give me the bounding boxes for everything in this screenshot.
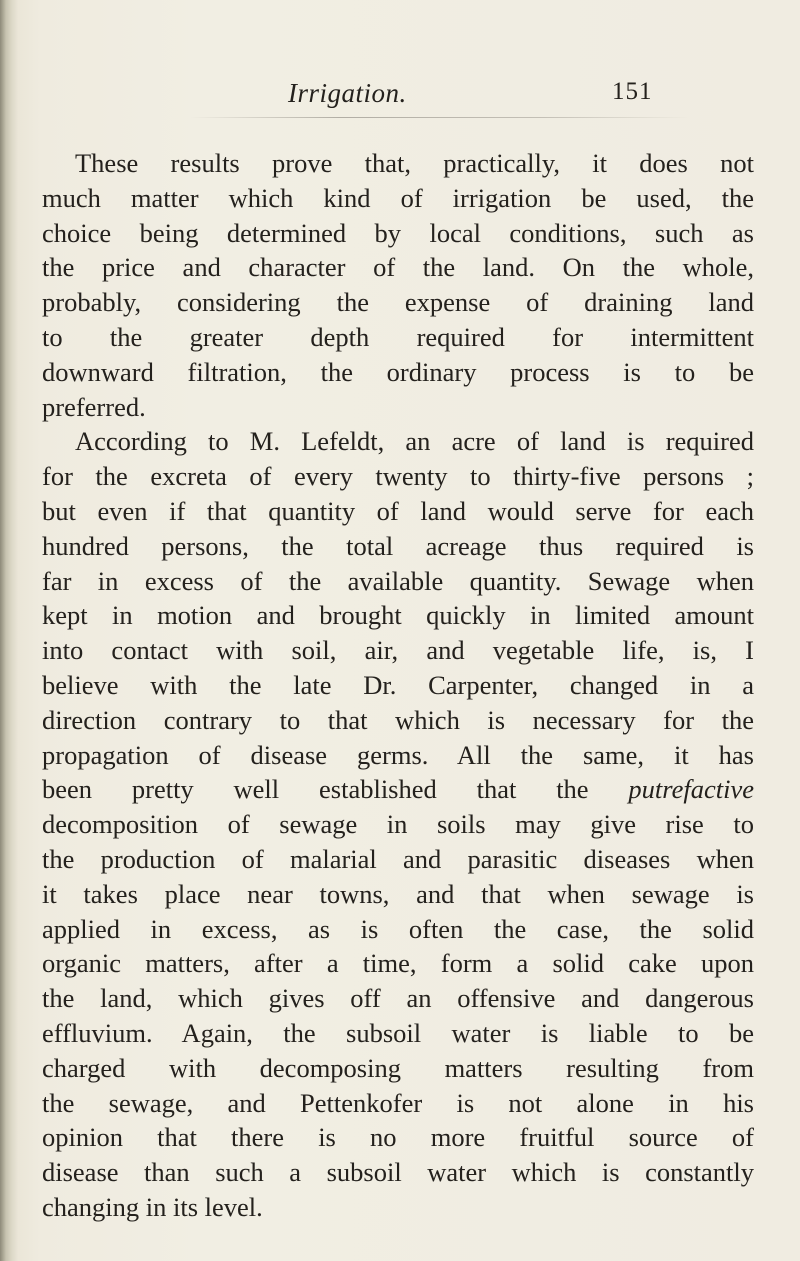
text-line: effluvium. Again, the subsoil water is liable to be <box>42 1017 754 1048</box>
header-rule <box>190 117 690 118</box>
text-line: believe with the late Dr. Carpenter, changed in a <box>42 669 754 700</box>
text-line: the sewage, and Pettenkofer is not alone in his <box>42 1087 754 1118</box>
text-line: into contact with soil, air, and vegetable life, is, I <box>42 635 754 666</box>
text-line: but even if that quantity of land would serve for each <box>42 495 754 526</box>
running-head <box>0 78 800 114</box>
text-line: much matter which kind of irrigation be used, the <box>42 182 754 213</box>
text-line: choice being determined by local conditions, such as <box>42 217 754 248</box>
text-line: direction contrary to that which is necessary for the <box>42 704 754 735</box>
text-line: decomposition of sewage in soils may give rise to <box>42 809 754 840</box>
text-line: According to M. Lefeldt, an acre of land is required <box>75 426 754 457</box>
text-line: preferred. <box>42 391 146 422</box>
text-line: far in excess of the available quantity. Sewage when <box>42 565 754 596</box>
text-line: These results prove that, practically, it does not <box>75 148 754 178</box>
text-line: charged with decomposing matters resulting from <box>42 1052 754 1083</box>
text-line-with-italic <box>42 772 754 807</box>
text-line: the price and character of the land. On the whole, <box>42 252 754 283</box>
text-line: propagation of disease germs. All the same, it has <box>42 739 754 770</box>
text-line: for the excreta of every twenty to thirty-five persons ; <box>42 461 754 492</box>
body-text <box>42 146 754 1225</box>
text-line: probably, considering the expense of draining land <box>42 287 754 318</box>
text-line: downward filtration, the ordinary process is to be <box>42 356 754 387</box>
text-line: organic matters, after a time, form a solid cake upon <box>42 948 754 979</box>
text-line: the land, which gives off an offensive and dangerous <box>42 983 754 1014</box>
text-line: the production of malarial and parasitic diseases when <box>42 843 754 874</box>
running-title: Irrigation. <box>288 78 407 108</box>
binding-gutter-shadow <box>0 0 18 1261</box>
italic-word: putrefactive <box>628 774 754 805</box>
text-line: changing in its level. <box>42 1191 263 1222</box>
text-line-start: been pretty well established that the <box>42 774 629 805</box>
text-line: kept in motion and brought quickly in limited amount <box>42 600 754 631</box>
text-line: to the greater depth required for intermittent <box>42 321 754 352</box>
text-line: applied in excess, as is often the case, the solid <box>42 913 754 944</box>
page-number: 151 <box>612 78 653 105</box>
text-line: opinion that there is no more fruitful source of <box>42 1122 754 1153</box>
text-line: it takes place near towns, and that when sewage is <box>42 878 754 909</box>
text-line: hundred persons, the total acreage thus required is <box>42 530 754 561</box>
text-line: disease than such a subsoil water which is constantly <box>42 1157 754 1188</box>
